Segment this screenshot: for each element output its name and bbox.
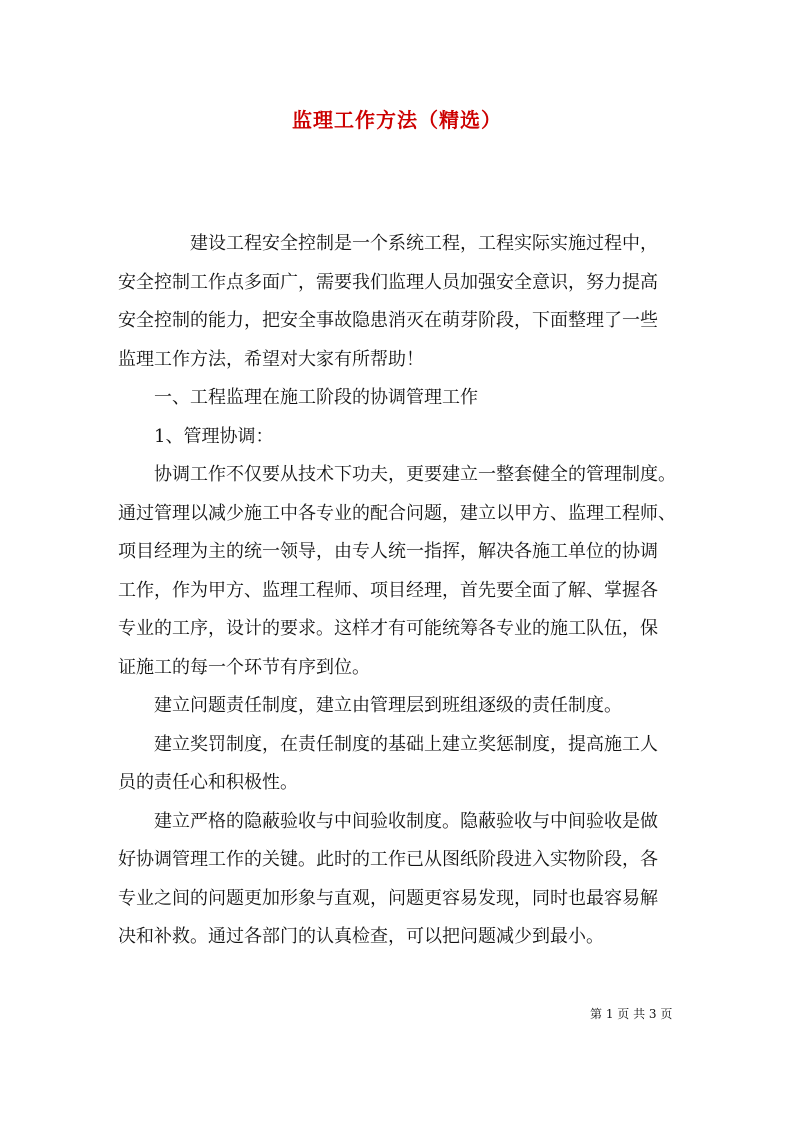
body-line: 决和补救。通过各部门的认真检查，可以把问题减少到最小。: [118, 926, 604, 947]
body-line: 好协调管理工作的关键。此时的工作已从图纸阶段进入实物阶段，各: [118, 849, 658, 870]
body-line: 建立严格的隐蔽验收与中间验收制度。隐蔽验收与中间验收是做: [154, 810, 658, 832]
body-line: 建立问题责任制度，建立由管理层到班组逐级的责任制度。: [154, 695, 622, 716]
body-line: 工作，作为甲方、监理工程师、项目经理，首先要全面了解、掌握各: [118, 579, 658, 601]
body-line: 建设工程安全控制是一个系统工程，工程实际实施过程中，: [190, 233, 658, 254]
body-line: 一、工程监理在施工阶段的协调管理工作: [154, 387, 478, 408]
body-line: 项目经理为主的统一领导，由专人统一指挥，解决各施工单位的协调: [118, 541, 658, 562]
body-line: 1、管理协调：: [154, 425, 274, 447]
body-line: 安全控制工作点多面广，需要我们监理人员加强安全意识，努力提高: [118, 271, 658, 293]
body-line: 专业之间的问题更加形象与直观，问题更容易发现，同时也最容易解: [118, 887, 658, 909]
page-footer: 第 1 页 共 3 页: [590, 1007, 673, 1021]
body-line: 协调工作不仅要从技术下功夫，更要建立一整套健全的管理制度。: [154, 464, 676, 485]
body-line: 员的责任心和积极性。: [118, 772, 298, 793]
body-line: 证施工的每一个环节有序到位。: [118, 656, 370, 678]
body-line: 通过管理以减少施工中各专业的配合问题，建立以甲方、监理工程师、: [118, 502, 676, 524]
body-line: 监理工作方法，希望对大家有所帮助！: [118, 348, 424, 370]
document-body: [118, 225, 683, 957]
body-line: 安全控制的能力，把安全事故隐患消灭在萌芽阶段，下面整理了一些: [118, 310, 658, 331]
document-title: 监理工作方法（精选）: [292, 108, 502, 132]
body-line: 专业的工序，设计的要求。这样才有可能统筹各专业的施工队伍，保: [118, 618, 658, 639]
body-line: 建立奖罚制度，在责任制度的基础上建立奖惩制度，提高施工人: [154, 733, 658, 755]
